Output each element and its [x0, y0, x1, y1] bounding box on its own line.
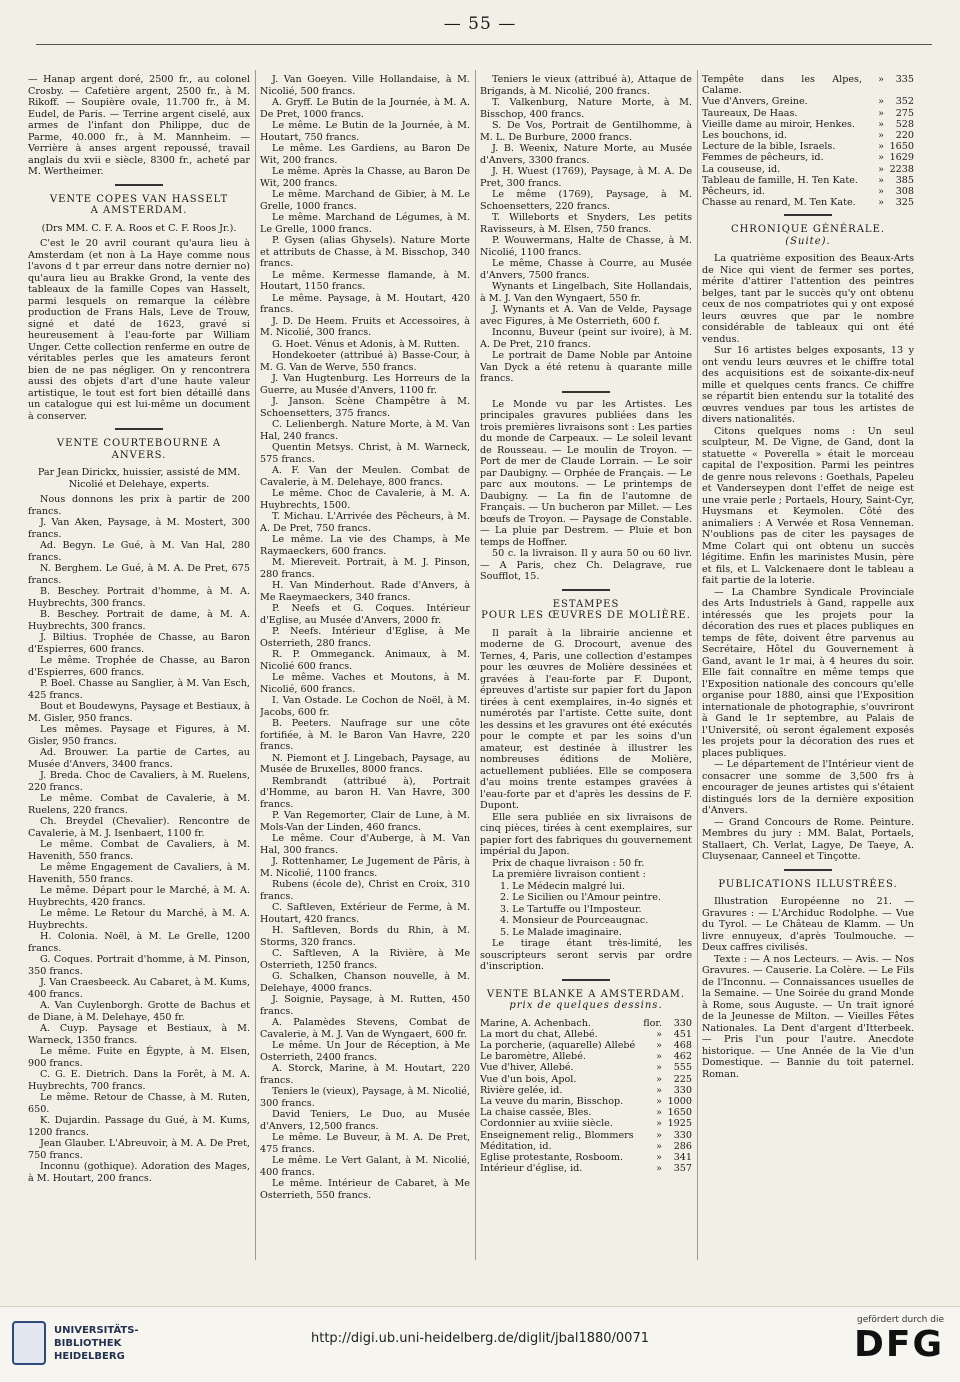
list-item: P. Gysen (alias Ghysels). Nature Morte et attributs de Chasse, à M. Bisschop, 340 francs. — [260, 235, 470, 269]
list-item: P. Neefs et G. Coques. Intérieur d'Eglise, au Musée d'Anvers, 2000 fr. — [260, 603, 470, 626]
table-row: Chasse au renard, M. Ten Kate. » 325 — [702, 197, 914, 209]
table-row: Tableau de famille, H. Ten Kate. » 385 — [702, 174, 914, 186]
list-item: Le même. Le Buveur, à M. A. De Pret, 475 francs. — [260, 1132, 470, 1155]
list-item: Le même. Un Jour de Réception, à Me Osterrieth, 2400 francs. — [260, 1040, 470, 1063]
list-item: Le même. Paysage, à M. Houtart, 420 francs. — [260, 292, 470, 315]
dfg-logo-icon: DFG — [853, 1324, 944, 1365]
courtebourne-dealer: Par Jean Dirickx, huissier, assisté de MM. Nicolié et Delehaye, experts. — [37, 467, 241, 490]
list-item: Le même. Le Vert Galant, à M. Nicolié, 400 francs. — [260, 1155, 470, 1178]
list-item: J. B. Weenix, Nature Morte, au Musée d'Anvers, 3300 francs. — [480, 143, 692, 166]
table-row: Vue d'Anvers, Greine. » 352 — [702, 96, 914, 108]
list-item: Rembrandt (attribué à), Portrait d'Homme, au baron H. Van Havre, 300 francs. — [260, 775, 470, 810]
column-divider — [475, 70, 476, 1260]
table-row: Lecture de la bible, Israels. » 1650 — [702, 141, 914, 153]
table-row: Vieille dame au miroir, Henkes. » 528 — [702, 118, 914, 130]
list-item: Le même, Chasse à Courre, au Musée d'Anvers, 7500 francs. — [480, 258, 692, 281]
list-item: Nous donnons les prix à partir de 200 francs. — [28, 494, 250, 517]
list-item: A. Gryff. Le Butin de la Journée, à M. A. De Pret, 1000 francs. — [260, 97, 470, 120]
list-item: J. Van Hugtenburg. Les Horreurs de la Guerre, au Musée d'Anvers, 1100 fr. — [260, 373, 470, 396]
copes-paragraph: C'est le 20 avril courant qu'aura lieu à Amsterdam (et non à La Haye comme nous l'avons d t par erreur dans notre dernier no) qu'aura lieu au Brakke Grond, la vente des tableaux de la famille Copes van Hasselt, parmi lesquels on remarque la célèbre production de Frans Hals, Leve de Trouw, signé et daté de 1623, gravé si heureusement à l'eau-forte par William Unger. Cette collection renferme en outre de véritables perles que les amateurs feront bien de ne pas négliger. On y rencontrera aussi des objets d'art d'une haute valeur artistique, le tout est fort bien détaillé dans un catalogue qui est lui-même un document à conserver. — [28, 238, 250, 422]
courtebourne-list — [28, 494, 250, 1184]
list-item: Rubens (école de), Christ en Croix, 310 francs. — [260, 879, 470, 902]
list-item: P. Van Regemorter, Clair de Lune, à M. Mols-Van der Linden, 460 francs. — [260, 810, 470, 833]
section-rule — [115, 184, 163, 186]
source-url[interactable]: http://digi.ub.uni-heidelberg.de/diglit/jbal1880/0071 — [311, 1331, 649, 1346]
table-row: Enseignement relig., Blommers » 330 — [480, 1129, 692, 1141]
list-item: Le même. Le Butin de la Journée, à M. Houtart, 750 francs. — [260, 120, 470, 143]
list-item: Le même. Marchand de Légumes, à M. Le Grelle, 1000 francs. — [260, 212, 470, 235]
list-item: M. Miereveit. Portrait, à M. J. Pinson, 280 francs. — [260, 557, 470, 580]
table-row: Eglise protestante, Rosboom. » 341 — [480, 1151, 692, 1163]
chronique-paragraph: — Grand Concours de Rome. Peinture. Membres du jury : MM. Balat, Portaels, Stallaert, Ch. Verlat, Lagye, De Taeye, A. Cluysenaar, Canneel et Tinçotte. — [702, 816, 914, 863]
list-item: A. F. Van der Meulen. Combat de Cavalerie, à M. Delehaye, 800 francs. — [260, 465, 470, 488]
column-divider — [697, 70, 698, 1260]
list-item: J. Biltius. Trophée de Chasse, au Baron d'Espierres, 600 francs. — [28, 632, 250, 655]
list-item: P. Boel. Chasse au Sanglier, à M. Van Esch, 425 francs. — [28, 678, 250, 701]
list-item: C. Saftleven, A la Rivière, à Me Osterrieth, 1250 francs. — [260, 948, 470, 971]
list-item: David Teniers, Le Duo, au Musée d'Anvers, 12,500 francs. — [260, 1109, 470, 1132]
column-3 — [480, 74, 692, 1254]
section-title-publications: PUBLICATIONS ILLUSTRÉES. — [718, 878, 898, 890]
table-row: Intérieur d'église, id. » 357 — [480, 1163, 692, 1175]
section-rule — [562, 391, 610, 393]
list-item: H. Saftleven, Bords du Rhin, à M. Storms, 320 francs. — [260, 925, 470, 948]
chronique-paragraph: Sur 16 artistes belges exposants, 13 y ont vendu leurs œuvres et le chiffre total des acquisitions est de soixante-dix-neuf mille et quelques cents francs. Ce chiffre se répartit bien entendu sur la totalité des œuvres vendues par tous les artistes de divers nationalités. — [702, 345, 914, 426]
section-title-copes: VENTE COPES VAN HASSELT A AMSTERDAM. — [49, 193, 229, 216]
list-item: J. Van Aken, Paysage, à M. Mostert, 300 francs. — [28, 517, 250, 540]
table-row: Le baromètre, Allebé. » 462 — [480, 1051, 692, 1063]
list-item: G. Hoet. Vénus et Adonis, à M. Rutten. — [272, 338, 460, 350]
table-row: Vue d'un bois, Apol. » 225 — [480, 1073, 692, 1085]
list-item: J. Breda. Choc de Cavaliers, à M. Ruelens, 220 francs. — [28, 770, 250, 793]
section-title-blanke: VENTE BLANKE A AMSTERDAM. prix de quelques dessins. — [486, 988, 686, 1011]
table-row: La porcherie, (aquarelle) Allebé » 468 — [480, 1039, 692, 1051]
list-item: R. P. Ommeganck. Animaux, à M. Nicolié 600 francs. — [260, 649, 470, 672]
list-item: Les mêmes. Paysage et Figures, à M. Gisler, 950 francs. — [28, 724, 250, 747]
section-title-chronique: CHRONIQUE GÉNÉRALE. (Suite). — [730, 224, 886, 247]
list-item: I. Van Ostade. Le Cochon de Noël, à M. Jacobs, 600 fr. — [260, 695, 470, 718]
list-item: B. Peeters. Naufrage sur une côte fortifiée, à M. le Baron Van Havre, 220 francs. — [260, 718, 470, 752]
list-item: Le même. Marchand de Gibier, à M. Le Grelle, 1000 francs. — [260, 189, 470, 212]
chronique-paragraph: La quatrième exposition des Beaux-Arts de Nice qui vient de fermer ses portes, mérite d'attirer l'attention des peintres belges, tant par le succès qu'y ont obtenu ceux de nos compatriotes qui y ont exposé leurs œuvres que par le nombre considérable de tableaux qui ont été vendus. — [702, 253, 914, 345]
list-item: N. Berghem. Le Gué, à M. A. De Pret, 675 francs. — [28, 563, 250, 586]
list-item: B. Beschey. Portrait d'homme, à M. A. Huybrechts, 300 francs. — [28, 586, 250, 609]
column-4 — [702, 74, 914, 1254]
list-item: T. Michau. L'Arrivée des Pêcheurs, à M. A. De Pret, 750 francs. — [260, 511, 470, 534]
list-item: J. Soignie, Paysage, à M. Rutten, 450 francs. — [260, 994, 470, 1017]
list-item: N. Piemont et J. Lingebach, Paysage, au Musée de Bruxelles, 8000 francs. — [260, 752, 470, 775]
table-row: Méditation, id. » 286 — [480, 1140, 692, 1152]
column-2 — [260, 74, 470, 1254]
header-rule — [36, 44, 932, 45]
list-item: J. Van Goeyen. Ville Hollandaise, à M. Nicolié, 500 francs. — [260, 74, 470, 97]
table-row: Tempête dans les Alpes, Calame. » 335 — [702, 74, 914, 97]
list-item: A. Cuyp. Paysage et Bestiaux, à M. Warneck, 1350 francs. — [28, 1023, 250, 1046]
list-item: Le portrait de Dame Noble par Antoine Van Dyck a été retenu à quarante mille francs. — [480, 350, 692, 384]
list-item: J. H. Wuest (1769), Paysage, à M. A. De Pret, 300 francs. — [480, 166, 692, 189]
monde-price: 50 c. la livraison. Il y aura 50 ou 60 livr. — A Paris, chez Ch. Delagrave, rue Soufflot, 15. — [480, 548, 692, 582]
funding-notice: gefördert durch die DFG — [853, 1315, 944, 1365]
chronique-paragraph: — Le département de l'Intérieur vient de consacrer une somme de 3,500 frs à encourager de jeunes artistes qui s'étaient distingués lors de la dernière exposition d'Anvers. — [702, 759, 914, 817]
list-item: Le même. Choc de Cavalerie, à M. A. Huybrechts, 1500. — [260, 488, 470, 511]
page-number: — 55 — — [443, 14, 517, 34]
list-item: 5. Le Malade imaginaire. — [500, 926, 622, 938]
list-item: Hondekoeter (attribué à) Basse-Cour, à M. G. Van de Werve, 550 francs. — [260, 350, 470, 373]
list-item: J. Janson. Scène Champêtre à M. Schoensetters, 375 francs. — [260, 396, 470, 419]
list-item: Wynants et Lingelbach, Site Hollandais, à M. J. Van den Wyngaert, 550 fr. — [480, 281, 692, 304]
list-item: Le même. Combat de Cavaliers, à M. Havenith, 550 francs. — [28, 839, 250, 862]
list-item: Le même. Trophée de Chasse, au Baron d'Espierres, 600 francs. — [28, 655, 250, 678]
list-item: Le même. Vaches et Moutons, à M. Nicolié, 600 francs. — [260, 672, 470, 695]
table-row: La chaise cassée, Bles. » 1650 — [480, 1107, 692, 1119]
list-item: Le même. Les Gardiens, au Baron De Wit, 200 francs. — [260, 143, 470, 166]
list-item: Le même. Départ pour le Marché, à M. A. Huybrechts, 420 francs. — [28, 885, 250, 908]
table-row: Marine, A. Achenbach. flor. 330 — [480, 1017, 692, 1029]
list-item: P. Neefs. Intérieur d'Eglise, à Me Osterrieth, 280 francs. — [260, 626, 470, 649]
column-1 — [28, 74, 250, 1254]
list-item: T. Willeborts et Snyders, Les petits Ravisseurs, à M. Elsen, 750 francs. — [480, 212, 692, 235]
section-title-estampes: ESTAMPES POUR LES ŒUVRES DE MOLIÈRE. — [481, 598, 691, 621]
list-item: K. Dujardin. Passage du Gué, à M. Kums, 1200 francs. — [28, 1115, 250, 1138]
list-item: T. Valkenburg, Nature Morte, à M. Bisschop, 400 francs. — [480, 97, 692, 120]
table-row: Femmes de pêcheurs, id. » 1629 — [702, 152, 914, 164]
table-row: La mort du chat, Allebé. » 451 — [480, 1028, 692, 1040]
table-row: La couseuse, id. » 2238 — [702, 163, 914, 175]
list-item: A. Palamèdes Stevens, Combat de Cavalerie, à M. J. Van de Wyngaert, 600 fr. — [260, 1017, 470, 1040]
estampes-paragraph: Il paraît à la librairie ancienne et moderne de G. Drocourt, avenue des Ternes, 4, Paris, une collection d'estampes pour les œuvres de Molière dessinées et gravées à l'eau-forte par F. Dupont, épreuves d'artiste sur papier fort du Japon tirées à cent exemplaires, in-4o signés et numérotés par l'artiste. Cette suite, dont les dessins et les gravures ont été exécutés pour le compte et par les soins d'un amateur, est destinée à illustrer les nombreuses éditions de Molière, actuellement publiées. Elle se composera d'au moins trente estampes gravées à l'eau-forte par et d'après les dessins de F. Dupont. — [480, 627, 692, 811]
list-item: C. Lelienbergh. Nature Morte, à M. Van Hal, 240 francs. — [260, 419, 470, 442]
list-item: J. Van Craesbeeck. Au Cabaret, à M. Kums, 400 francs. — [28, 977, 250, 1000]
list-item: 3. Le Tartuffe ou l'Imposteur. — [500, 903, 642, 915]
estampes-end: Le tirage étant très-limité, les souscripteurs seront servis par ordre d'inscription. — [480, 938, 692, 972]
section-rule — [784, 214, 832, 216]
section-rule — [562, 589, 610, 591]
list-item: Le même. La vie des Champs, à Me Raymaeckers, 600 francs. — [260, 534, 470, 557]
list-item: J. Rottenhamer, Le Jugement de Pâris, à M. Nicolié, 1100 francs. — [260, 856, 470, 879]
list-item: Teniers le (vieux), Paysage, à M. Nicolié, 300 francs. — [260, 1086, 470, 1109]
silver-sale-paragraph: — Hanap argent doré, 2500 fr., au colonel Crosby. — Cafetière argent, 2500 fr., à M. Rikoff. — Soupière ovale, 11.700 fr., à M. Eudel, de Paris. — Terrine argent ciselé, aux armes de l'infant don Philippe, duc de Parme, 40.000 fr., à M. Mannheim. — Verrière à anses argent repoussé, travail anglais du xvii e siècle, 8300 fr., acheté par M. Wertheimer. — [28, 74, 250, 177]
blanke-price-table — [480, 1018, 692, 1175]
copes-dealer: (Drs MM. C. F. A. Roos et C. F. Roos Jr.). — [41, 222, 237, 234]
list-item: Ch. Breydel (Chevalier). Rencontre de Cavalerie, à M. J. Isenbaert, 1100 fr. — [28, 816, 250, 839]
list-item: Ad. Brouwer. La partie de Cartes, au Musée d'Anvers, 3400 francs. — [28, 747, 250, 770]
list-item: 2. Le Sicilien ou l'Amour peintre. — [500, 892, 661, 903]
list-item: 1. Le Médecin malgré lui. — [500, 880, 625, 892]
list-item: Le même. Combat de Cavalerie, à M. Ruelens, 220 francs. — [28, 793, 250, 816]
list-item: Inconnu (gothique). Adoration des Mages, à M. Houtart, 200 francs. — [28, 1161, 250, 1184]
list-item: H. Colonia. Noël, à M. Le Grelle, 1200 francs. — [28, 931, 250, 954]
list-item: Bout et Boudewyns, Paysage et Bestiaux, à M. Gisler, 950 francs. — [28, 701, 250, 724]
estampes-price: Prix de chaque livraison : 50 fr. — [492, 857, 645, 869]
list-item: G. Schalken, Chanson nouvelle, à M. Delehaye, 4000 francs. — [260, 971, 470, 994]
list-item: Inconnu, Buveur (peint sur ivoire), à M. A. De Pret, 210 francs. — [480, 327, 692, 350]
list-item: P. Wouwermans, Halte de Chasse, à M. Nicolié, 1100 francs. — [480, 235, 692, 258]
list-item: Teniers le vieux (attribué à), Attaque de Brigands, à M. Nicolié, 200 francs. — [480, 74, 692, 97]
list-item: Le même. Retour de Chasse, à M. Ruten, 650. — [28, 1092, 250, 1115]
estampes-paragraph: Elle sera publiée en six livraisons de cinq pièces, tirées à cent exemplaires, sur papier fort des fabriques du gouvernement impérial du Japon. — [480, 811, 692, 857]
column-divider — [255, 70, 256, 1260]
monde-paragraph: Le Monde vu par les Artistes. Les principales gravures publiées dans les trois premières livraisons sont : Les parties du monde de Carpeaux. — Le soleil levant de Rousseau. — Le moulin de Troyon. — Port de mer de Claude Lorrain. — Le soir par Daubigny. — Orphée de Français. — Le parc aux moutons. — Le printemps de Daubigny. — La fin de l'automne de Français. — Un bucheron par Millet. — Les bœufs de Troyon. — Paysage de Constable. — La pluie par Destrem. — Pluie et bon temps de Hoffner. — [480, 398, 692, 548]
section-rule — [784, 869, 832, 871]
list-item: J. D. De Heem. Fruits et Accessoires, à M. Nicolié, 300 francs. — [260, 315, 470, 338]
table-row: Rivière gelée, id. » 330 — [480, 1084, 692, 1096]
chronique-paragraph: Citons quelques noms : Un seul sculpteur, M. De Vigne, de Gand, dont la statuette « Poverella » était le morceau capital de l'exposition. Parmi les peintres de genre nous relevons : Goethals, Papeleu et Vanderseypen dont l'effet de neige est une vraie perle ; Portaels, Houry, Saint-Cyr, Huysmans et Keymolen. Côté des animaliers : A Verwée et Rosa Venneman. N'oublions pas de citer les paysages de Mme Colart qui ont obtenu un succès légitime. Enfin les marinistes Musin, père et fils, et L. Valckenaere dont le tableau a fait partie de la loterie. — [702, 425, 914, 587]
estampes-contents: La première livraison contient : — [492, 869, 646, 880]
list-item: C. Saftleven, Extérieur de Ferme, à M. Houtart, 420 francs. — [260, 902, 470, 925]
list-item: Jean Glauber. L'Abreuvoir, à M. A. De Pret, 750 francs. — [28, 1138, 250, 1161]
table-row: Pêcheurs, id. » 308 — [702, 186, 914, 198]
table-row: Cordonnier au xviiie siècle. » 1925 — [480, 1118, 692, 1130]
section-rule — [115, 428, 163, 430]
table-row: Les bouchons, id. » 220 — [702, 130, 914, 142]
list-item: S. De Vos, Portrait de Gentilhomme, à M. L. De Burbure, 2000 francs. — [480, 120, 692, 143]
list-item: Le même Engagement de Cavaliers, à M. Havenith, 550 francs. — [28, 862, 250, 885]
section-rule — [562, 979, 610, 981]
list-item: Ad. Begyn. Le Gué, à M. Van Hal, 280 francs. — [28, 540, 250, 563]
list-item: Le même. Après la Chasse, au Baron De Wit, 200 francs. — [260, 166, 470, 189]
footer-bar — [0, 1306, 960, 1382]
list-item: 4. Monsieur de Pourceaugnac. — [500, 915, 649, 926]
publications-paragraph: Texte : — A nos Lecteurs. — Avis. — Nos Gravures. — Causerie. La Colère. — Le Fils de l'Inconnu. — Connaissances usuelles de la Semaine. — Une Soirée du grand Monde à Rome, sous Auguste. — Un trait ignoré de la Jeunesse de Milton. — Vieilles Fêtes Nationales. La Dent d'argent d'Itterbeek. — Pris l'un pour l'autre. Anecdote historique. — Une Année de la Vie d'un Domestique. — Bannie du toit paternel. Roman. — [702, 953, 914, 1080]
publications-paragraph: Illustration Européenne no 21. — Gravures : — L'Archiduc Rodolphe. — Vue du Tyrol. — Le Château de Klamm. — Un livre ennuyeux, d'après Toulmouche. — Deux caffres civilisés. — [702, 896, 914, 954]
list-item: H. Van Minderhout. Rade d'Anvers, à Me Raeymaeckers, 340 francs. — [260, 580, 470, 603]
list-item: C. G. E. Dietrich. Dans la Forêt, à M. A. Huybrechts, 700 francs. — [28, 1069, 250, 1092]
list-item: Le même. Intérieur de Cabaret, à Me Osterrieth, 550 francs. — [260, 1178, 470, 1201]
library-name: UNIVERSITÄTS- BIBLIOTHEK HEIDELBERG — [54, 1324, 139, 1362]
section-title-courtebourne: VENTE COURTEBOURNE A ANVERS. — [56, 438, 222, 461]
table-row: Vue d'hiver, Allebé. » 555 — [480, 1062, 692, 1074]
list-item: Le même (1769), Paysage, à M. Schoensetters, 220 francs. — [480, 189, 692, 212]
list-item: Le même. Le Retour du Marché, à M. A. Huybrechts. — [28, 908, 250, 931]
table-row: Taureaux, De Haas. » 275 — [702, 107, 914, 119]
list-item: Quentin Metsys. Christ, à M. Warneck, 575 francs. — [260, 442, 470, 465]
list-item: Le même. Kermesse flamande, à M. Houtart, 1150 francs. — [260, 269, 470, 292]
list-item: Le même. Cour d'Auberge, à M. Van Hal, 300 francs. — [260, 833, 470, 856]
list-item: A. Van Cuylenborgh. Grotte de Bachus et de Diane, à M. Delehaye, 450 fr. — [28, 1000, 250, 1023]
list-item: B. Beschey. Portrait de dame, à M. A. Huybrechts, 300 francs. — [28, 609, 250, 632]
list-item: A. Storck, Marine, à M. Houtart, 220 francs. — [260, 1063, 470, 1086]
table-row: La veuve du marin, Bisschop. » 1000 — [480, 1095, 692, 1107]
list-item: J. Wynants et A. Van de Velde, Paysage avec Figures, à Me Osterrieth, 600 f. — [480, 304, 692, 327]
estampes-list — [480, 881, 692, 939]
blanke-price-table-continued — [702, 74, 914, 208]
list-item: Le même. Fuite en Égypte, à M. Elsen, 900 francs. — [28, 1046, 250, 1069]
chronique-paragraph: — La Chambre Syndicale Provinciale des Arts Industriels à Gand, rappelle aux intéressés que les projets pour la décoration des rues et places publiques en temps de fête, doivent être parvenus au Secrétaire, Hôtel du Gouvernement à Gand, avant le 1r mai, à 4 heures du soir. Elle fait connaître en même temps que l'Exposition nationale des concours qu'elle organise pour 1880, ainsi que l'Exposition internationale de photographie, s'ouvriront à Gand le 1r septembre, au Palais de l'Université, où seront également exposés les projets pour la décoration des rues et places publiques. — [702, 586, 914, 759]
list-item: G. Coques. Portrait d'homme, à M. Pinson, 350 francs. — [28, 954, 250, 977]
